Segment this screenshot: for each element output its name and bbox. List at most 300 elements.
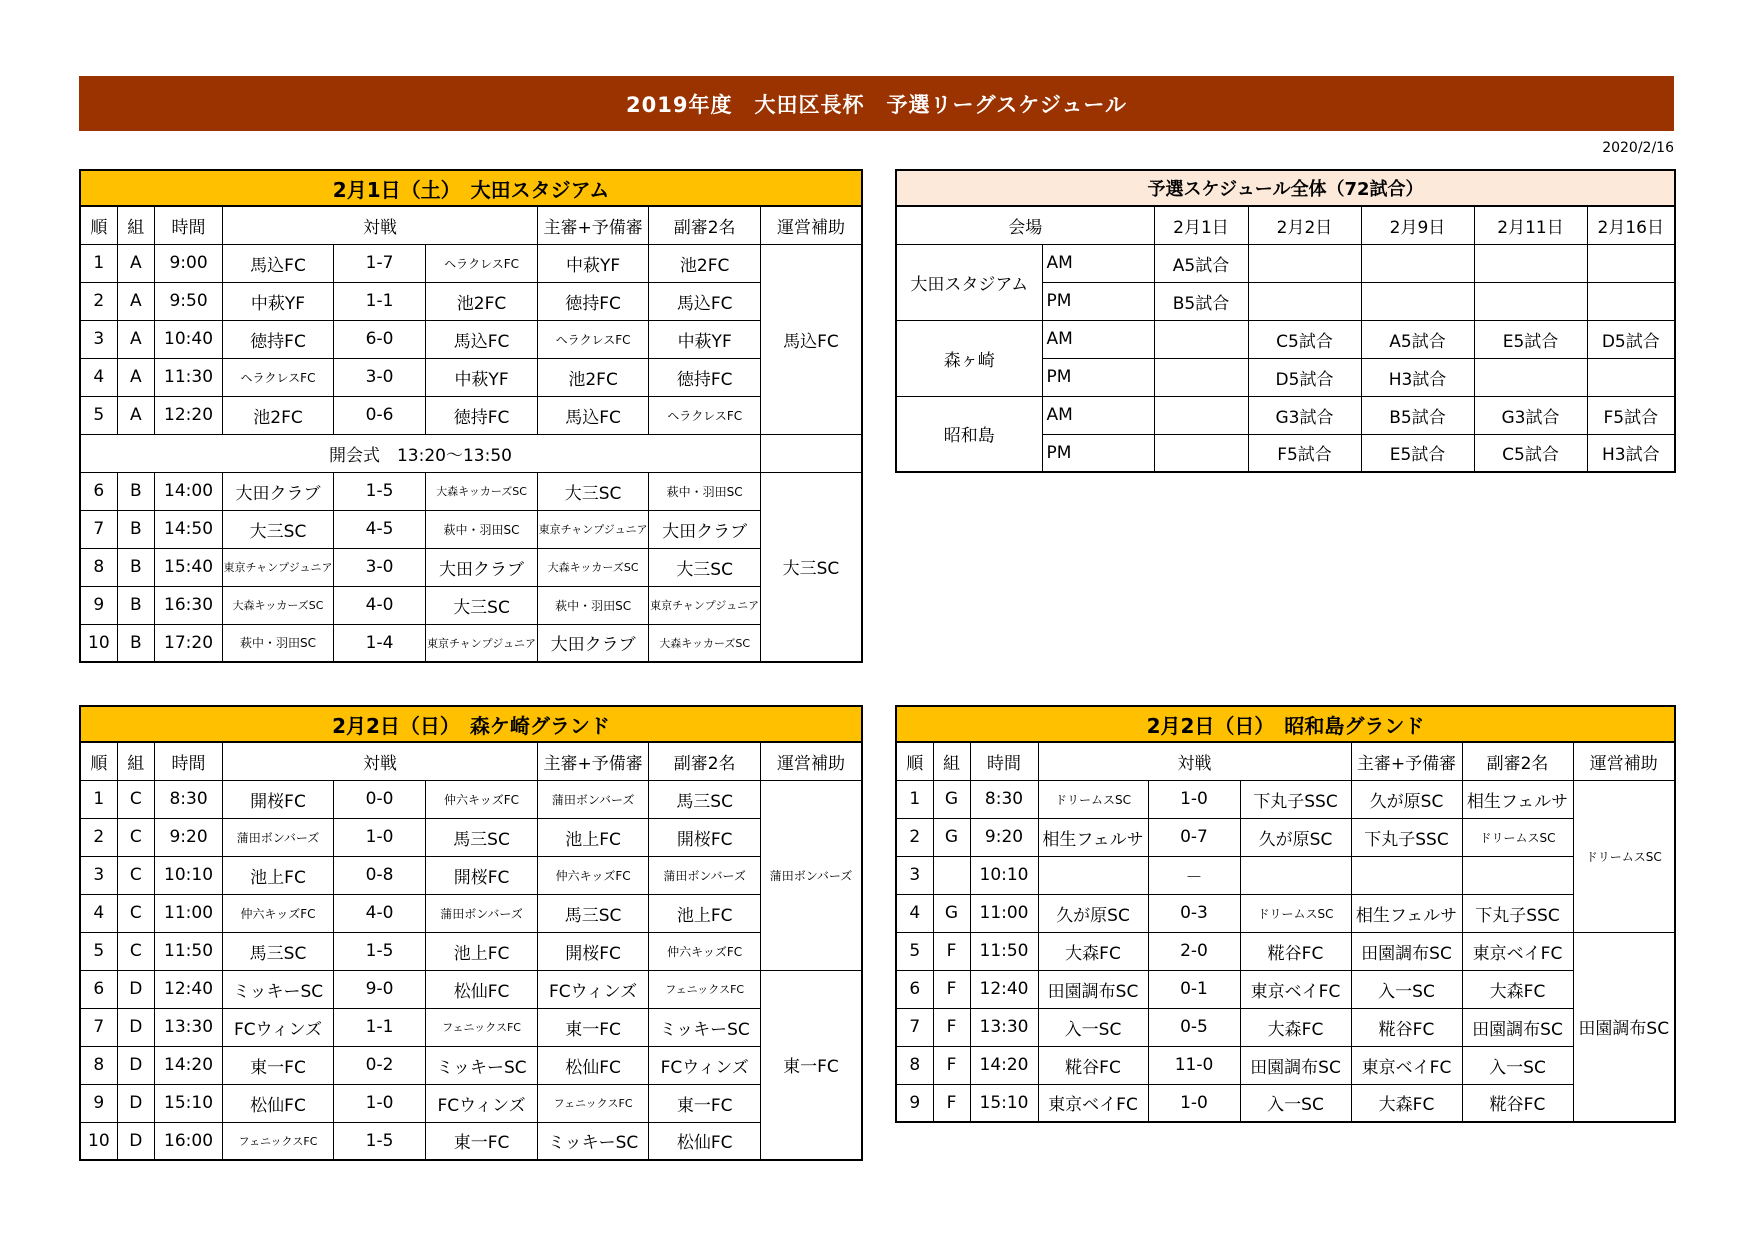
group: F: [933, 1084, 970, 1122]
match-count: H3試合: [1361, 358, 1474, 396]
support-team: 蒲田ボンバーズ: [760, 780, 862, 970]
assistant-referees: ヘラクレスFC: [649, 396, 761, 434]
match-no: 8: [80, 548, 117, 586]
away-team: 馬三SC: [426, 818, 538, 856]
away-team: 久が原SC: [1240, 818, 1351, 856]
period: AM: [1042, 396, 1154, 434]
col-no: 順: [80, 742, 117, 780]
group: B: [117, 624, 154, 662]
referee: 東一FC: [537, 1008, 649, 1046]
group: C: [117, 818, 154, 856]
match-no: 7: [80, 1008, 117, 1046]
assistant-referees: [1462, 856, 1573, 894]
group: A: [117, 320, 154, 358]
overview-table: [895, 169, 1676, 473]
kickoff-time: 11:00: [970, 894, 1038, 932]
referee: 池上FC: [537, 818, 649, 856]
match-no: 7: [896, 1008, 933, 1046]
group: A: [117, 358, 154, 396]
schedule-table-ota-stadium: [79, 169, 863, 663]
kickoff-time: 10:10: [154, 856, 222, 894]
away-team: 入一SC: [1240, 1084, 1351, 1122]
match-count: D5試合: [1248, 358, 1361, 396]
kickoff-time: 10:10: [970, 856, 1038, 894]
home-team: 馬三SC: [223, 932, 334, 970]
table-title: 2月2日（日） 森ケ崎グランド: [80, 706, 862, 742]
col-time: 時間: [970, 742, 1038, 780]
match-no: 1: [896, 780, 933, 818]
kickoff-time: 9:50: [154, 282, 222, 320]
match-count: [1154, 434, 1248, 472]
assistant-referees: 大森キッカーズSC: [649, 624, 761, 662]
assistant-referees: 馬三SC: [649, 780, 761, 818]
score: 1-1: [333, 1008, 425, 1046]
kickoff-time: 16:30: [154, 586, 222, 624]
match-no: 9: [80, 1084, 117, 1122]
match-no: 8: [896, 1046, 933, 1084]
score: 4-0: [333, 894, 425, 932]
col-venue: 会場: [896, 206, 1154, 244]
home-team: 糀谷FC: [1038, 1046, 1148, 1084]
home-team: 中萩YF: [223, 282, 334, 320]
score: 0-1: [1148, 970, 1240, 1008]
home-team: FCウィンズ: [223, 1008, 334, 1046]
group: C: [117, 856, 154, 894]
away-team: 大森FC: [1240, 1008, 1351, 1046]
col-referee: 主審+予備審: [537, 206, 649, 244]
away-team: 萩中・羽田SC: [426, 510, 538, 548]
table-row: [896, 856, 1675, 894]
table-row: [80, 970, 862, 1008]
score: 1-0: [333, 818, 425, 856]
col-group: 組: [117, 742, 154, 780]
home-team: 入一SC: [1038, 1008, 1148, 1046]
home-team: 久が原SC: [1038, 894, 1148, 932]
match-no: 2: [80, 818, 117, 856]
support-team: 東一FC: [760, 970, 862, 1160]
group: A: [117, 244, 154, 282]
group: D: [117, 1008, 154, 1046]
col-assistant: 副審2名: [649, 206, 761, 244]
match-count: [1248, 282, 1361, 320]
referee: 松仙FC: [537, 1046, 649, 1084]
score: 1-0: [333, 1084, 425, 1122]
group: F: [933, 1008, 970, 1046]
match-count: B5試合: [1154, 282, 1248, 320]
match-no: 6: [896, 970, 933, 1008]
match-count: [1248, 244, 1361, 282]
match-count: C5試合: [1248, 320, 1361, 358]
referee: 蒲田ボンバーズ: [537, 780, 649, 818]
match-no: 9: [896, 1084, 933, 1122]
table-row: [80, 1008, 862, 1046]
home-team: 田園調布SC: [1038, 970, 1148, 1008]
col-no: 順: [80, 206, 117, 244]
kickoff-time: 14:20: [970, 1046, 1038, 1084]
table-row: [896, 1084, 1675, 1122]
score: 0-7: [1148, 818, 1240, 856]
col-match: 対戦: [223, 206, 538, 244]
table-title: 2月2日（日） 昭和島グランド: [896, 706, 1675, 742]
overview-row: [896, 244, 1675, 282]
referee: 大三SC: [537, 472, 649, 510]
page-title: 2019年度 大田区長杯 予選リーグスケジュール: [79, 76, 1674, 131]
away-team: 東一FC: [426, 1122, 538, 1160]
col-date-5: 2月16日: [1587, 206, 1675, 244]
kickoff-time: 9:20: [970, 818, 1038, 856]
schedule-table-morigasaki: [79, 705, 863, 1161]
referee: ヘラクレスFC: [537, 320, 649, 358]
table-row: [896, 894, 1675, 932]
score: 1-5: [333, 472, 425, 510]
match-count: E5試合: [1361, 434, 1474, 472]
col-support: 運営補助: [760, 206, 862, 244]
referee: ミッキーSC: [537, 1122, 649, 1160]
kickoff-time: 11:30: [154, 358, 222, 396]
assistant-referees: 徳持FC: [649, 358, 761, 396]
group: B: [117, 472, 154, 510]
home-team: 東京チャンプジュニア: [223, 548, 334, 586]
score: 4-5: [333, 510, 425, 548]
table-row: [80, 358, 862, 396]
referee: 萩中・羽田SC: [537, 586, 649, 624]
table-row: [80, 586, 862, 624]
kickoff-time: 11:50: [970, 932, 1038, 970]
referee: 開桜FC: [537, 932, 649, 970]
overview-title: 予選スケジュール全体（72試合）: [896, 170, 1675, 206]
table-row: [896, 932, 1675, 970]
group: D: [117, 970, 154, 1008]
score: 1-7: [333, 244, 425, 282]
home-team: ヘラクレスFC: [223, 358, 334, 396]
away-team: 仲六キッズFC: [426, 780, 538, 818]
away-team: FCウィンズ: [426, 1084, 538, 1122]
match-count: C5試合: [1474, 434, 1587, 472]
match-count: [1361, 282, 1474, 320]
referee: 東京ベイFC: [1351, 1046, 1462, 1084]
group: D: [117, 1122, 154, 1160]
score: 6-0: [333, 320, 425, 358]
group: G: [933, 818, 970, 856]
match-count: [1587, 358, 1675, 396]
home-team: 相生フェルサ: [1038, 818, 1148, 856]
home-team: 池2FC: [223, 396, 334, 434]
venue-name: 大田スタジアム: [896, 244, 1042, 320]
assistant-referees: 開桜FC: [649, 818, 761, 856]
away-team: 中萩YF: [426, 358, 538, 396]
match-no: 5: [896, 932, 933, 970]
home-team: [1038, 856, 1148, 894]
kickoff-time: 15:10: [154, 1084, 222, 1122]
match-no: 9: [80, 586, 117, 624]
match-no: 4: [896, 894, 933, 932]
support-team: 馬込FC: [760, 244, 862, 434]
home-team: ドリームスSC: [1038, 780, 1148, 818]
referee: 大森FC: [1351, 1084, 1462, 1122]
kickoff-time: 12:20: [154, 396, 222, 434]
away-team: 蒲田ボンバーズ: [426, 894, 538, 932]
referee: 久が原SC: [1351, 780, 1462, 818]
group: G: [933, 780, 970, 818]
home-team: 東京ベイFC: [1038, 1084, 1148, 1122]
support-team: ドリームスSC: [1573, 780, 1675, 932]
group: C: [117, 780, 154, 818]
score: 0-5: [1148, 1008, 1240, 1046]
venue-name: 昭和島: [896, 396, 1042, 472]
referee: 東京チャンプジュニア: [537, 510, 649, 548]
match-no: 10: [80, 1122, 117, 1160]
away-team: 東京ベイFC: [1240, 970, 1351, 1008]
away-team: 田園調布SC: [1240, 1046, 1351, 1084]
assistant-referees: 東京チャンプジュニア: [649, 586, 761, 624]
group: D: [117, 1046, 154, 1084]
group: A: [117, 396, 154, 434]
match-no: 8: [80, 1046, 117, 1084]
group: C: [117, 894, 154, 932]
col-time: 時間: [154, 742, 222, 780]
score: 1-5: [333, 932, 425, 970]
score: 0-0: [333, 780, 425, 818]
referee: 池2FC: [537, 358, 649, 396]
kickoff-time: 14:00: [154, 472, 222, 510]
match-no: 2: [80, 282, 117, 320]
score: 2-0: [1148, 932, 1240, 970]
table-row: [80, 894, 862, 932]
kickoff-time: 15:10: [970, 1084, 1038, 1122]
issue-date: 2020/2/16: [1602, 140, 1674, 156]
kickoff-time: 17:20: [154, 624, 222, 662]
assistant-referees: 萩中・羽田SC: [649, 472, 761, 510]
col-date-4: 2月11日: [1474, 206, 1587, 244]
kickoff-time: 12:40: [154, 970, 222, 1008]
support-team: 田園調布SC: [1573, 932, 1675, 1122]
table-row: [80, 1084, 862, 1122]
away-team: 開桜FC: [426, 856, 538, 894]
match-count: F5試合: [1248, 434, 1361, 472]
kickoff-time: 9:00: [154, 244, 222, 282]
match-no: 4: [80, 358, 117, 396]
match-count: [1474, 282, 1587, 320]
away-team: 大森キッカーズSC: [426, 472, 538, 510]
referee: 大森キッカーズSC: [537, 548, 649, 586]
table-row: [80, 932, 862, 970]
home-team: 馬込FC: [223, 244, 334, 282]
support-team: 大三SC: [760, 472, 862, 662]
home-team: ミッキーSC: [223, 970, 334, 1008]
match-count: [1474, 244, 1587, 282]
referee: [1351, 856, 1462, 894]
match-count: G3試合: [1248, 396, 1361, 434]
kickoff-time: 12:40: [970, 970, 1038, 1008]
period: PM: [1042, 282, 1154, 320]
opening-ceremony: 開会式 13:20～13:50: [80, 434, 760, 472]
referee: フェニックスFC: [537, 1084, 649, 1122]
referee: 仲六キッズFC: [537, 856, 649, 894]
referee: 中萩YF: [537, 244, 649, 282]
assistant-referees: フェニックスFC: [649, 970, 761, 1008]
table-row: [896, 1008, 1675, 1046]
schedule-table-showajima: [895, 705, 1676, 1123]
referee: 入一SC: [1351, 970, 1462, 1008]
group: B: [117, 510, 154, 548]
kickoff-time: 14:50: [154, 510, 222, 548]
match-no: 6: [80, 970, 117, 1008]
match-count: [1154, 358, 1248, 396]
referee: 大田クラブ: [537, 624, 649, 662]
referee: FCウィンズ: [537, 970, 649, 1008]
score: 9-0: [333, 970, 425, 1008]
match-no: 1: [80, 780, 117, 818]
col-referee: 主審+予備審: [537, 742, 649, 780]
match-count: H3試合: [1587, 434, 1675, 472]
away-team: ドリームスSC: [1240, 894, 1351, 932]
match-count: B5試合: [1361, 396, 1474, 434]
col-support: 運営補助: [760, 742, 862, 780]
score: 0-6: [333, 396, 425, 434]
kickoff-time: 14:20: [154, 1046, 222, 1084]
assistant-referees: 中萩YF: [649, 320, 761, 358]
match-count: [1154, 320, 1248, 358]
match-no: 3: [896, 856, 933, 894]
assistant-referees: 田園調布SC: [1462, 1008, 1573, 1046]
assistant-referees: 入一SC: [1462, 1046, 1573, 1084]
venue-name: 森ヶ崎: [896, 320, 1042, 396]
score: 3-0: [333, 548, 425, 586]
kickoff-time: 15:40: [154, 548, 222, 586]
kickoff-time: 8:30: [154, 780, 222, 818]
overview-row: [896, 320, 1675, 358]
match-no: 5: [80, 396, 117, 434]
away-team: 徳持FC: [426, 396, 538, 434]
group: D: [117, 1084, 154, 1122]
referee: 徳持FC: [537, 282, 649, 320]
kickoff-time: 13:30: [970, 1008, 1038, 1046]
match-no: 6: [80, 472, 117, 510]
away-team: 池2FC: [426, 282, 538, 320]
table-row: [80, 472, 862, 510]
home-team: 大森キッカーズSC: [223, 586, 334, 624]
match-no: 2: [896, 818, 933, 856]
match-count: [1361, 244, 1474, 282]
match-count: F5試合: [1587, 396, 1675, 434]
score: －: [1148, 856, 1240, 894]
home-team: 大三SC: [223, 510, 334, 548]
match-no: 7: [80, 510, 117, 548]
table-row: [896, 780, 1675, 818]
table-row: [80, 548, 862, 586]
score: 11-0: [1148, 1046, 1240, 1084]
overview-row: [896, 396, 1675, 434]
match-count: E5試合: [1474, 320, 1587, 358]
table-row: [896, 970, 1675, 1008]
period: PM: [1042, 358, 1154, 396]
group: [933, 856, 970, 894]
match-count: [1474, 358, 1587, 396]
assistant-referees: ミッキーSC: [649, 1008, 761, 1046]
home-team: 大田クラブ: [223, 472, 334, 510]
table-row: [80, 856, 862, 894]
col-match: 対戦: [1038, 742, 1351, 780]
assistant-referees: 大田クラブ: [649, 510, 761, 548]
period: AM: [1042, 320, 1154, 358]
assistant-referees: 蒲田ボンバーズ: [649, 856, 761, 894]
table-row: [80, 780, 862, 818]
assistant-referees: 下丸子SSC: [1462, 894, 1573, 932]
match-no: 1: [80, 244, 117, 282]
away-team: ヘラクレスFC: [426, 244, 538, 282]
home-team: 蒲田ボンバーズ: [223, 818, 334, 856]
score: 1-5: [333, 1122, 425, 1160]
match-count: A5試合: [1361, 320, 1474, 358]
assistant-referees: 池2FC: [649, 244, 761, 282]
assistant-referees: 東一FC: [649, 1084, 761, 1122]
table-row: [80, 282, 862, 320]
score: 0-8: [333, 856, 425, 894]
period: AM: [1042, 244, 1154, 282]
away-team: 糀谷FC: [1240, 932, 1351, 970]
table-row: [80, 1046, 862, 1084]
match-count: [1587, 244, 1675, 282]
away-team: 大三SC: [426, 586, 538, 624]
assistant-referees: 池上FC: [649, 894, 761, 932]
assistant-referees: 糀谷FC: [1462, 1084, 1573, 1122]
kickoff-time: 10:40: [154, 320, 222, 358]
assistant-referees: 仲六キッズFC: [649, 932, 761, 970]
score: 0-3: [1148, 894, 1240, 932]
match-count: [1154, 396, 1248, 434]
assistant-referees: ドリームスSC: [1462, 818, 1573, 856]
table-row: [80, 396, 862, 434]
table-title: 2月1日（土） 大田スタジアム: [80, 170, 862, 206]
table-row: [896, 818, 1675, 856]
table-row: [80, 320, 862, 358]
kickoff-time: 9:20: [154, 818, 222, 856]
kickoff-time: 13:30: [154, 1008, 222, 1046]
assistant-referees: 馬込FC: [649, 282, 761, 320]
referee: 下丸子SSC: [1351, 818, 1462, 856]
home-team: フェニックスFC: [223, 1122, 334, 1160]
col-group: 組: [933, 742, 970, 780]
group: B: [117, 586, 154, 624]
match-no: 10: [80, 624, 117, 662]
assistant-referees: 松仙FC: [649, 1122, 761, 1160]
referee: 馬三SC: [537, 894, 649, 932]
away-team: 池上FC: [426, 932, 538, 970]
home-team: 開桜FC: [223, 780, 334, 818]
home-team: 萩中・羽田SC: [223, 624, 334, 662]
match-count: G3試合: [1474, 396, 1587, 434]
col-date-1: 2月1日: [1154, 206, 1248, 244]
kickoff-time: 11:50: [154, 932, 222, 970]
group: A: [117, 282, 154, 320]
col-referee: 主審+予備審: [1351, 742, 1462, 780]
match-no: 3: [80, 320, 117, 358]
match-no: 5: [80, 932, 117, 970]
score: 0-2: [333, 1046, 425, 1084]
away-team: 東京チャンプジュニア: [426, 624, 538, 662]
home-team: 仲六キッズFC: [223, 894, 334, 932]
away-team: 大田クラブ: [426, 548, 538, 586]
away-team: 馬込FC: [426, 320, 538, 358]
score: 1-1: [333, 282, 425, 320]
match-count: A5試合: [1154, 244, 1248, 282]
score: 1-0: [1148, 780, 1240, 818]
match-no: 3: [80, 856, 117, 894]
score: 4-0: [333, 586, 425, 624]
assistant-referees: 大森FC: [1462, 970, 1573, 1008]
score: 1-4: [333, 624, 425, 662]
assistant-referees: 東京ベイFC: [1462, 932, 1573, 970]
